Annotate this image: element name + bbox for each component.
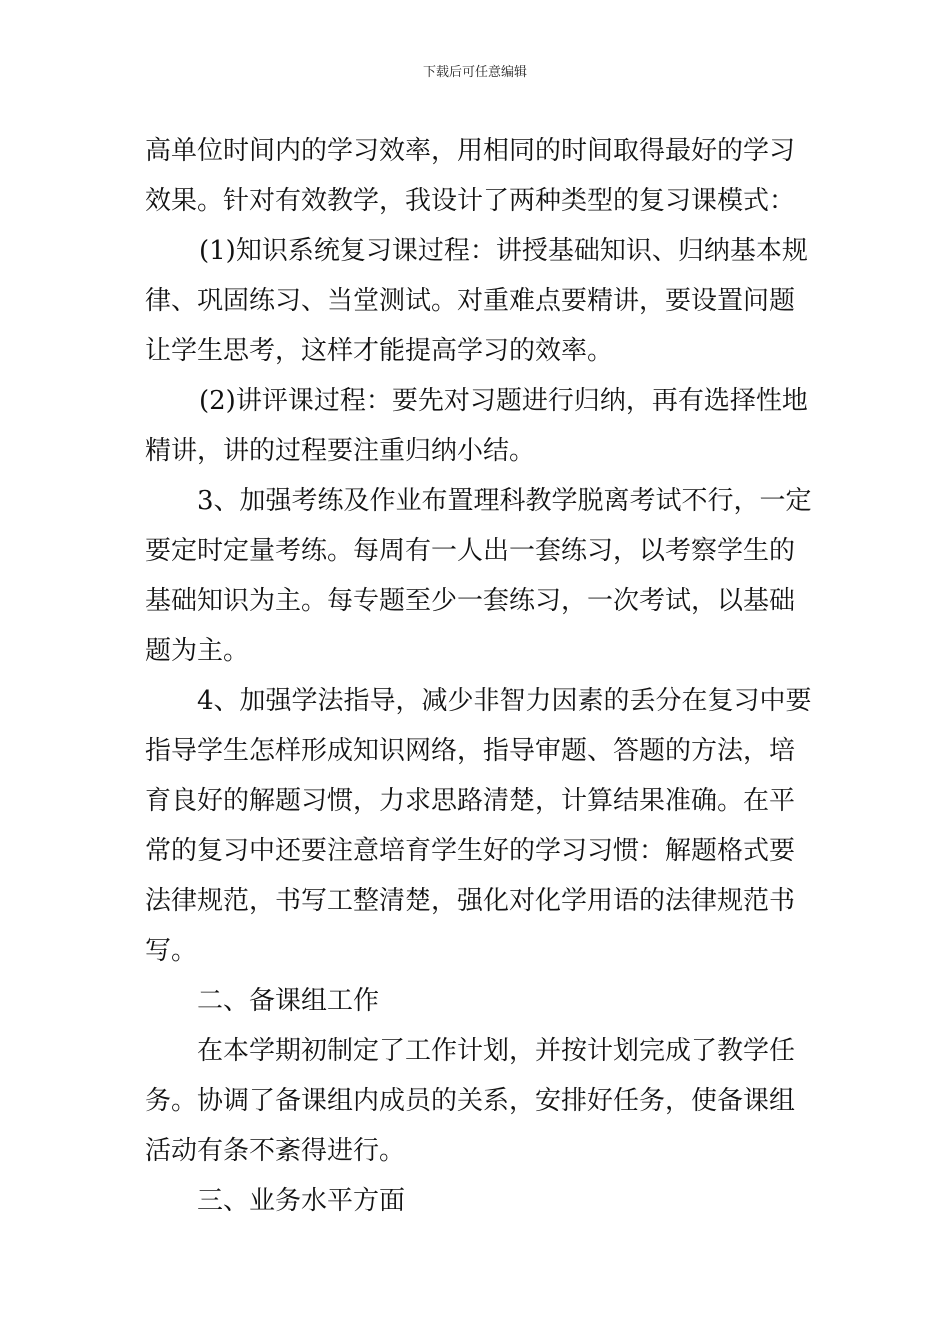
text-line: 基础知识为主。每专题至少一套练习，一次考试，以基础	[145, 586, 796, 616]
text-line: 精讲，讲的过程要注重归纳小结。	[145, 436, 536, 466]
text-line: 育良好的解题习惯，力求思路清楚，计算结果准确。在平	[145, 786, 796, 816]
section-heading: 三、业务水平方面	[197, 1186, 406, 1216]
text-line: 3、加强考练及作业布置理科教学脱离考试不行，一定	[197, 486, 812, 516]
text-line: 务。协调了备课组内成员的关系，安排好任务，使备课组	[145, 1086, 796, 1116]
text-line: 指导学生怎样形成知识网络，指导审题、答题的方法，培	[145, 736, 796, 766]
text-line: 在本学期初制定了工作计划，并按计划完成了教学任	[197, 1036, 796, 1066]
text-line: 写。	[145, 936, 198, 966]
text-line: 4、加强学法指导，减少非智力因素的丢分在复习中要	[197, 686, 812, 716]
text-line: 法律规范，书写工整清楚，强化对化学用语的法律规范书	[145, 886, 796, 916]
text-line: 效果。针对有效教学，我设计了两种类型的复习课模式：	[145, 186, 796, 216]
text-line: (2)讲评课过程：要先对习题进行归纳，再有选择性地	[199, 386, 808, 416]
text-line: 高单位时间内的学习效率，用相同的时间取得最好的学习	[145, 136, 796, 166]
document-body	[145, 126, 810, 1226]
text-line: 常的复习中还要注意培育学生好的学习习惯：解题格式要	[145, 836, 796, 866]
section-heading: 二、备课组工作	[197, 986, 380, 1016]
text-line: 题为主。	[145, 636, 250, 666]
text-line: 让学生思考，这样才能提高学习的效率。	[145, 336, 614, 366]
text-line: (1)知识系统复习课过程：讲授基础知识、归纳基本规	[199, 236, 808, 266]
text-line: 律、巩固练习、当堂测试。对重难点要精讲，要设置问题	[145, 286, 796, 316]
text-line: 活动有条不紊得进行。	[145, 1136, 406, 1166]
text-line: 要定时定量考练。每周有一人出一套练习，以考察学生的	[145, 536, 796, 566]
page-header: 下载后可任意编辑	[422, 65, 527, 80]
